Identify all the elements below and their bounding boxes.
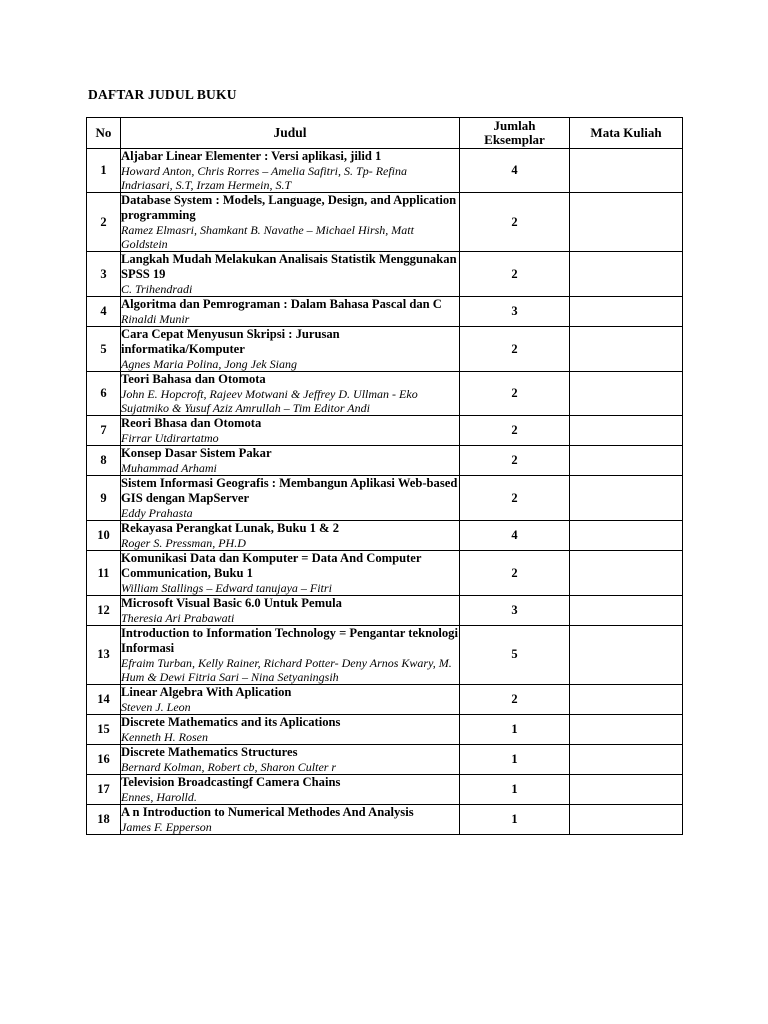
- book-authors: Rinaldi Munir: [121, 311, 190, 326]
- copy-count: 1: [460, 715, 570, 745]
- table-row: [87, 625, 683, 684]
- book-title: Rekayasa Perangkat Lunak, Buku 1 & 2: [121, 521, 339, 536]
- course-name: [570, 745, 683, 775]
- book-title: Database System : Models, Language, Design, and Application programming: [121, 193, 457, 223]
- copy-count: 1: [460, 775, 570, 805]
- page-title: DAFTAR JUDUL BUKU: [88, 87, 237, 102]
- book-authors: Howard Anton, Chris Rorres – Amelia Safitri, S. Tp- Refina Indriasari, S.T, Irzam Hermein, S.T: [121, 163, 408, 193]
- row-number: 10: [87, 521, 121, 551]
- course-name: [570, 297, 683, 327]
- book-entry: [121, 684, 460, 714]
- copy-count: 3: [460, 595, 570, 625]
- table-header-row: [87, 118, 683, 149]
- row-number: 14: [87, 684, 121, 714]
- book-authors: John E. Hopcroft, Rajeev Motwani & Jeffrey D. Ullman - Eko Sujatmiko & Yusuf Aziz Amrullah – Tim Editor Andi: [121, 386, 418, 415]
- table-row: [87, 149, 683, 193]
- book-authors: Kenneth H. Rosen: [121, 729, 208, 744]
- course-name: [570, 595, 683, 625]
- table-row: [87, 745, 683, 775]
- table-row: [87, 595, 683, 625]
- table-row: [87, 551, 683, 596]
- book-title: Komunikasi Data dan Komputer = Data And Computer Communication, Buku 1: [121, 551, 422, 580]
- column-header-mata-kuliah: Mata Kuliah: [570, 118, 683, 149]
- book-entry: [121, 775, 460, 805]
- book-title: Sistem Informasi Geografis : Membangun Aplikasi Web-based GIS dengan MapServer: [121, 476, 458, 506]
- row-number: 8: [87, 446, 121, 476]
- table-row: [87, 297, 683, 327]
- table-body: [87, 149, 683, 835]
- book-entry: [121, 476, 460, 521]
- book-entry: [121, 149, 460, 193]
- book-entry: [121, 252, 460, 297]
- copy-count: 2: [460, 193, 570, 252]
- table-row: [87, 252, 683, 297]
- row-number: 7: [87, 416, 121, 446]
- table-row: [87, 327, 683, 372]
- book-title: Reori Bhasa dan Otomota: [121, 416, 262, 431]
- book-entry: [121, 297, 460, 327]
- book-authors: Agnes Maria Polina, Jong Jek Siang: [121, 356, 297, 371]
- row-number: 2: [87, 193, 121, 252]
- copy-count: 2: [460, 327, 570, 372]
- book-title: Konsep Dasar Sistem Pakar: [121, 446, 272, 461]
- row-number: 4: [87, 297, 121, 327]
- book-entry: [121, 521, 460, 551]
- book-title: Discrete Mathematics Structures: [121, 745, 298, 760]
- course-name: [570, 476, 683, 521]
- copy-count: 5: [460, 625, 570, 684]
- copy-count: 4: [460, 149, 570, 193]
- copy-count: 4: [460, 521, 570, 551]
- book-entry: [121, 416, 460, 446]
- table-row: [87, 715, 683, 745]
- course-name: [570, 625, 683, 684]
- course-name: [570, 371, 683, 415]
- course-name: [570, 551, 683, 596]
- book-entry: [121, 551, 460, 596]
- book-entry: [121, 595, 460, 625]
- course-name: [570, 446, 683, 476]
- book-authors: Steven J. Leon: [121, 699, 191, 714]
- row-number: 9: [87, 476, 121, 521]
- course-name: [570, 149, 683, 193]
- course-name: [570, 327, 683, 372]
- copy-count: 2: [460, 551, 570, 596]
- book-authors: William Stallings – Edward tanujaya – Fitri: [121, 580, 332, 595]
- column-header-no: No: [87, 118, 121, 149]
- row-number: 1: [87, 149, 121, 193]
- row-number: 5: [87, 327, 121, 372]
- book-title: Linear Algebra With Aplication: [121, 684, 292, 699]
- book-title: Television Broadcastingf Camera Chains: [121, 775, 341, 790]
- table-row: [87, 371, 683, 415]
- book-authors: Theresia Ari Prabawati: [121, 610, 235, 625]
- book-entry: [121, 327, 460, 372]
- book-entry: [121, 805, 460, 835]
- book-authors: Ramez Elmasri, Shamkant B. Navathe – Michael Hirsh, Matt Goldstein: [121, 222, 414, 252]
- book-authors: Efraim Turban, Kelly Rainer, Richard Potter- Deny Arnos Kwary, M. Hum & Dewi Fitria Sari – Nina Setyaningsih: [121, 655, 452, 684]
- book-authors: Eddy Prahasta: [121, 505, 193, 520]
- book-authors: Muhammad Arhami: [121, 461, 217, 476]
- table-row: [87, 805, 683, 835]
- course-name: [570, 715, 683, 745]
- row-number: 6: [87, 371, 121, 415]
- course-name: [570, 193, 683, 252]
- row-number: 18: [87, 805, 121, 835]
- column-header-jumlah-eksemplar: [460, 118, 570, 149]
- book-title: Teori Bahasa dan Otomota: [121, 371, 266, 386]
- table-row: [87, 446, 683, 476]
- row-number: 3: [87, 252, 121, 297]
- copy-count: 2: [460, 416, 570, 446]
- book-title: Algoritma dan Pemrograman : Dalam Bahasa Pascal dan C: [121, 297, 442, 312]
- table-row: [87, 684, 683, 714]
- copy-count: 2: [460, 252, 570, 297]
- book-title: Langkah Mudah Melakukan Analisais Statistik Menggunakan SPSS 19: [121, 252, 457, 282]
- column-header-jumlah-line1: Jumlah: [493, 117, 536, 133]
- book-entry: [121, 193, 460, 252]
- course-name: [570, 775, 683, 805]
- copy-count: 1: [460, 745, 570, 775]
- book-authors: Firrar Utdirartatmo: [121, 431, 219, 445]
- row-number: 15: [87, 715, 121, 745]
- book-authors: Roger S. Pressman, PH.D: [121, 535, 246, 550]
- course-name: [570, 252, 683, 297]
- copy-count: 2: [460, 446, 570, 476]
- row-number: 12: [87, 595, 121, 625]
- book-entry: [121, 745, 460, 775]
- book-title: Aljabar Linear Elementer : Versi aplikasi, jilid 1: [121, 149, 382, 163]
- book-entry: [121, 371, 460, 415]
- copy-count: 2: [460, 684, 570, 714]
- column-header-jumlah-line2: Eksemplar: [484, 132, 545, 147]
- book-entry: [121, 446, 460, 476]
- book-title: Introduction to Information Technology = Pengantar teknologi Informasi: [121, 625, 458, 655]
- book-authors: Bernard Kolman, Robert cb, Sharon Culter r: [121, 759, 337, 774]
- copy-count: 1: [460, 805, 570, 835]
- row-number: 16: [87, 745, 121, 775]
- copy-count: 2: [460, 371, 570, 415]
- book-authors: James F. Epperson: [121, 819, 212, 834]
- table-row: [87, 193, 683, 252]
- copy-count: 2: [460, 476, 570, 521]
- book-entry: [121, 625, 460, 684]
- table-row: [87, 521, 683, 551]
- table-header: [87, 118, 683, 149]
- book-title: A n Introduction to Numerical Methodes And Analysis: [121, 805, 414, 820]
- book-authors: Ennes, Harolld.: [121, 789, 197, 804]
- course-name: [570, 416, 683, 446]
- row-number: 11: [87, 551, 121, 596]
- row-number: 17: [87, 775, 121, 805]
- book-authors: C. Trihendradi: [121, 281, 193, 296]
- row-number: 13: [87, 625, 121, 684]
- book-title: Cara Cepat Menyusun Skripsi : Jurusan informatika/Komputer: [121, 327, 340, 356]
- book-title: Microsoft Visual Basic 6.0 Untuk Pemula: [121, 595, 342, 610]
- course-name: [570, 805, 683, 835]
- book-list-table: [86, 117, 683, 835]
- copy-count: 3: [460, 297, 570, 327]
- table-row: [87, 775, 683, 805]
- table-row: [87, 416, 683, 446]
- column-header-judul: Judul: [121, 118, 460, 149]
- book-entry: [121, 715, 460, 745]
- course-name: [570, 684, 683, 714]
- book-title: Discrete Mathematics and its Aplications: [121, 715, 341, 729]
- course-name: [570, 521, 683, 551]
- table-row: [87, 476, 683, 521]
